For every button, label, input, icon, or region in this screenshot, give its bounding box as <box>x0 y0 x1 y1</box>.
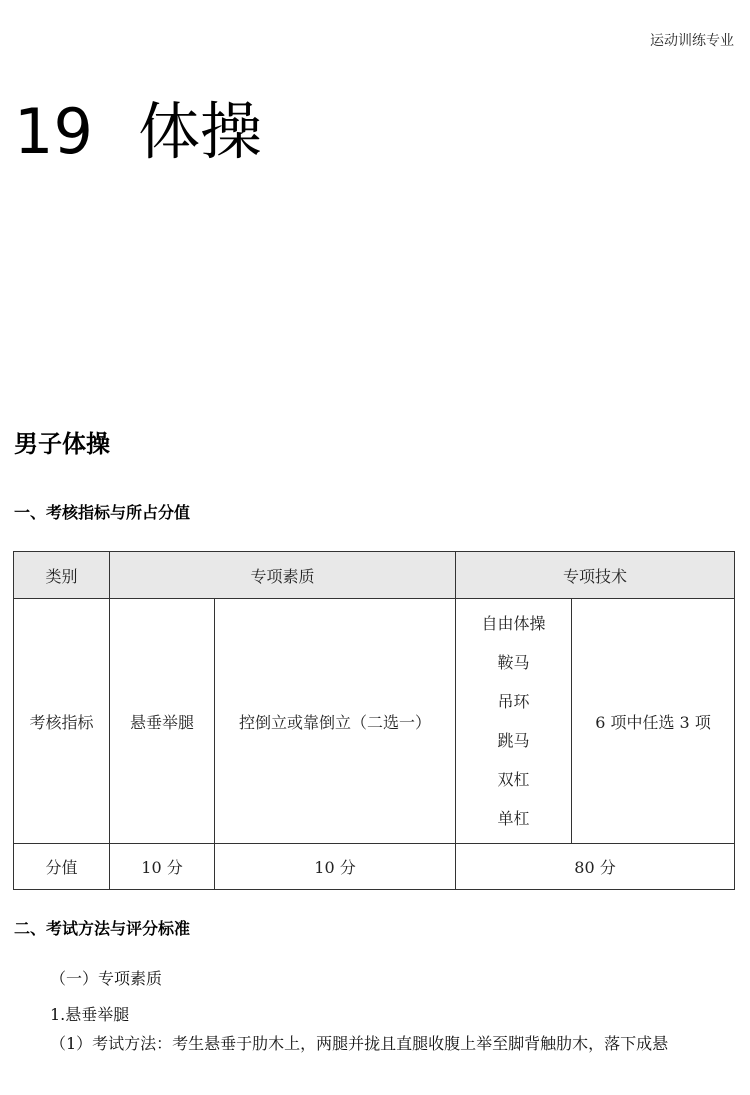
table-row-scores <box>14 844 735 890</box>
indicator-handstand: 控倒立或靠倒立（二选一） <box>215 599 456 844</box>
indicator-events <box>456 599 572 844</box>
document-header-label: 运动训练专业 <box>650 33 734 49</box>
event-item: 双杠 <box>497 770 530 789</box>
header-category: 类别 <box>14 552 110 599</box>
table-header-row <box>14 552 735 599</box>
subheading-special-quality: （一）专项素质 <box>50 969 163 988</box>
score-hanging: 10 分 <box>110 844 215 890</box>
score-handstand: 10 分 <box>215 844 456 890</box>
heading-assessment-indicators: 一、考核指标与所占分值 <box>14 503 191 522</box>
event-item: 吊环 <box>497 692 530 711</box>
header-special-quality: 专项素质 <box>110 552 456 599</box>
chapter-number: 19 <box>14 95 93 168</box>
score-technique: 80 分 <box>456 844 735 890</box>
indicator-choice-rule: 6 项中任选 3 项 <box>572 599 735 844</box>
heading-exam-methods: 二、考试方法与评分标准 <box>14 919 191 938</box>
indicator-hanging-leg-raise: 悬垂举腿 <box>110 599 215 844</box>
score-table <box>13 551 735 890</box>
event-list <box>456 604 571 838</box>
event-item: 自由体操 <box>481 614 546 633</box>
event-item: 单杠 <box>497 809 530 828</box>
score-label: 分值 <box>14 844 110 890</box>
indicator-label: 考核指标 <box>14 599 110 844</box>
table-row-indicators <box>14 599 735 844</box>
section-title: 男子体操 <box>14 430 110 458</box>
event-item: 跳马 <box>497 731 530 750</box>
exam-method-paragraph: （1）考试方法：考生悬垂于肋木上，两腿并拢且直腿收腹上举至脚背触肋木，落下成悬 <box>50 1034 669 1053</box>
header-special-technique: 专项技术 <box>456 552 735 599</box>
chapter-name: 体操 <box>138 95 263 168</box>
event-item: 鞍马 <box>497 653 530 672</box>
chapter-title <box>14 82 262 171</box>
item-heading-hanging-leg-raise: 1.悬垂举腿 <box>50 1005 130 1024</box>
